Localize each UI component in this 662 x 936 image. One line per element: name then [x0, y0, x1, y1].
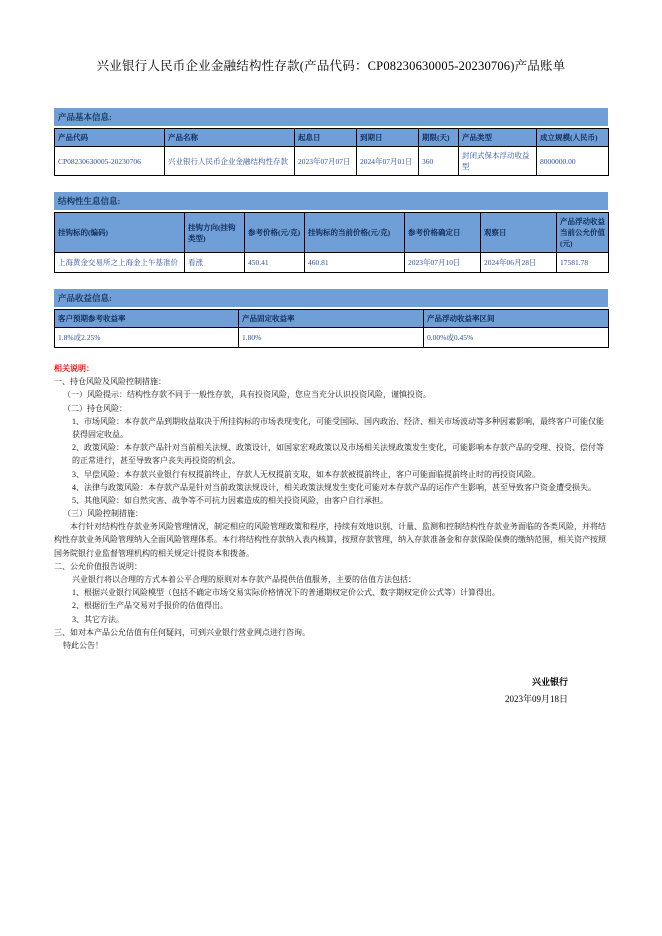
column-header: 产品浮动收益当前公允价值(元) — [557, 213, 609, 253]
underlying-cell: 上海黄金交易所之上海金上午基准价 — [55, 253, 185, 273]
income-info-data-row — [55, 328, 609, 348]
note-line: 3、早偿风险：本存款兴业银行有权提前终止，存款人无权提前支取，如本存款被提前终止，客户可能面临提前终止时的再投资风险。 — [72, 469, 540, 479]
note-line: 特此公告！ — [63, 640, 103, 650]
reference-price-cell: 450.41 — [245, 253, 305, 273]
income-info-table — [54, 309, 609, 348]
column-header: 客户预期参考收益率 — [55, 310, 239, 328]
column-header: 挂钩标的(编码) — [55, 213, 185, 253]
note-line: 3、其它方法。 — [72, 614, 124, 624]
basic-info-table — [54, 128, 609, 176]
note-paragraph: 本行针对结构性存款业务风险管理情况，制定相应的风险管理政策和程序，持续有效地识别、计量、监测和控制结构性存款业务面临的各类风险，并将结构性存款业务风险管理纳入全面风险管理体系。本行将结构性存款纳入表内核算，按照存款管理，纳入存款准备金和存款保险保费的缴纳范围，相关资产按照国务院银行业监督管理机构的相关规定计提资本和拨备。 — [54, 522, 606, 558]
product-code-cell: CP08230630005-20230706 — [55, 147, 165, 176]
value-date-cell: 2023年07月07日 — [295, 147, 357, 176]
section-basic-info-label: 产品基本信息: — [54, 108, 608, 126]
column-header: 起息日 — [295, 129, 357, 147]
structured-info-header-row — [55, 213, 609, 253]
column-header: 产品固定收益率 — [239, 310, 424, 328]
column-header: 观察日 — [481, 213, 557, 253]
column-header: 产品代码 — [55, 129, 165, 147]
scale-cell: 8000000.00 — [537, 147, 609, 176]
maturity-date-cell: 2024年07月01日 — [357, 147, 419, 176]
column-header: 参考价格(元/克) — [245, 213, 305, 253]
section-structured-info-label: 结构性生息信息: — [54, 192, 608, 210]
basic-info-header-row — [55, 129, 609, 147]
fair-value-cell: 17581.78 — [557, 253, 609, 273]
note-line: 2、根据衍生产品交易对手报价的估值得出。 — [72, 601, 228, 611]
note-line: 二、公允价值报告说明： — [54, 561, 142, 571]
observation-date-cell: 2024年06月28日 — [481, 253, 557, 273]
note-line: （一）风险提示：结构性存款不同于一般性存款，具有投资风险，您应当充分认识投资风险，谨慎投资。 — [63, 390, 431, 400]
note-line: （二）持仓风险： — [63, 403, 127, 413]
current-price-cell: 460.81 — [305, 253, 405, 273]
statement-date: 2023年09月18日 — [504, 694, 568, 705]
column-header: 挂钩标的当前价格(元/克) — [305, 213, 405, 253]
expected-rate-cell: 1.8%或2.25% — [55, 328, 239, 348]
column-header: 成立规模(人民币) — [537, 129, 609, 147]
column-header: 参考价格确定日 — [405, 213, 481, 253]
notes-label: 相关说明： — [54, 364, 94, 373]
product-name-cell: 兴业银行人民币企业金融结构性存款 — [165, 147, 295, 176]
reference-date-cell: 2023年07月10日 — [405, 253, 481, 273]
signature-block — [54, 674, 608, 708]
note-line: 5、其他风险：如自然灾害、战争等不可抗力因素造成的相关投资风险，由客户自行承担。 — [72, 495, 388, 505]
term-days-cell: 360 — [419, 147, 459, 176]
page-title: 兴业银行人民币企业金融结构性存款(产品代码：CP08230630005-20230706)产品账单 — [96, 59, 566, 73]
notes-section — [54, 362, 608, 652]
section-income-info-label: 产品收益信息: — [54, 289, 608, 307]
column-header: 挂钩方向(挂钩类型) — [185, 213, 245, 253]
column-header: 到期日 — [357, 129, 419, 147]
column-header: 产品类型 — [459, 129, 537, 147]
note-line: 4、法律与政策风险：本存款产品是针对当前政策法规设计，相关政策法规发生变化可能对本存款产品的运作产生影响，甚至导致客户资金遭受损失。 — [72, 482, 596, 492]
fixed-rate-cell: 1.80% — [239, 328, 424, 348]
bank-name: 兴业银行 — [531, 677, 568, 688]
note-line: 1、市场风险：本存款产品到期收益取决于所挂钩标的市场表现变化，可能受国际、国内政治、经济、相关市场波动等多种因素影响，最终客户可能仅能获得固定收益。 — [72, 416, 604, 439]
column-header: 产品浮动收益率区间 — [424, 310, 609, 328]
structured-info-table — [54, 212, 609, 273]
basic-info-data-row — [55, 147, 609, 176]
column-header: 产品名称 — [165, 129, 295, 147]
structured-info-data-row — [55, 253, 609, 273]
note-line: 三、如对本产品公允估值有任何疑问，可到兴业银行营业网点进行咨询。 — [54, 627, 310, 637]
note-line: （三）风险控制措施： — [63, 509, 143, 519]
note-line: 1、根据兴业银行风险模型（包括不确定市场交易实际价格情况下的普通期权定价公式、数字期权定价公式等）计算得出。 — [72, 588, 500, 598]
floating-range-cell: 0.00%或0.45% — [424, 328, 609, 348]
income-info-header-row — [55, 310, 609, 328]
product-type-cell: 封闭式保本浮动收益型 — [459, 147, 537, 176]
note-line: 兴业银行将以合理的方式本着公平合理的原则对本存款产品提供估值服务，主要的估值方法包括： — [72, 575, 416, 584]
note-line: 2、政策风险：本存款产品针对当前相关法规、政策设计，如国家宏观政策以及市场相关法规政策发生变化，可能影响本存款产品的受理、投资、偿付等的正常进行，甚至导致客户丧失再投资的机会。 — [72, 443, 604, 466]
direction-cell: 看涨 — [185, 253, 245, 273]
note-line: 一、持仓风险及风险控制措施： — [54, 377, 166, 387]
column-header: 期限(天) — [419, 129, 459, 147]
